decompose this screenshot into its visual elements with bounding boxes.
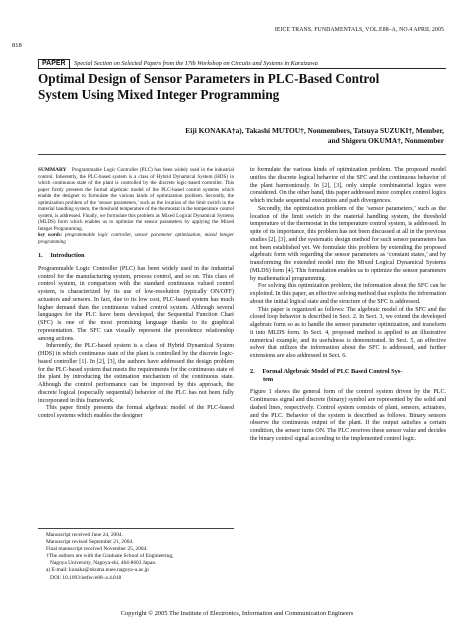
- summary-paragraph: [38, 167, 234, 232]
- paper-title: [38, 71, 448, 103]
- section-2-title-continued: tem: [263, 375, 274, 383]
- intro-paragraph-5: For solving this optimization problem, the information about the SFC can be exploited. In this paper, an effective solving method that exploits the information about the initial logical state and the structure of the SFC is addressed.: [250, 283, 446, 305]
- footnotes: [38, 528, 234, 582]
- author-line-1: Eiji KONAKA†a), Takashi MUTOU†, Nonmembers, Tatsuya SUZUKI†, Member,: [185, 126, 444, 135]
- paper-title-line-1: Optimal Design of Sensor Parameters in PLC-Based Control: [38, 71, 380, 86]
- intro-paragraph-3: This paper firstly presents the formal algebraic model of the PLC-based control systems which enables the designer: [38, 405, 234, 420]
- section-1-number: 1.: [38, 252, 43, 259]
- journal-header: IEICE TRANS. FUNDAMENTALS, VOL.E88–A, NO.4 APRIL 2005: [274, 27, 444, 33]
- footnote-doi: DOI: 10.1093/ietfec/e88–a.4.818: [50, 574, 122, 581]
- header-divider: [38, 154, 446, 155]
- page-number: 818: [12, 42, 22, 49]
- footnote-email: a) E-mail: konaka@okuma.nuee.nagoya-u.ac.jp: [46, 567, 149, 574]
- summary-text: Programmable Logic Controller (PLC) has been widely used in the industrial control. Inherently, the PLC-based system is a class of Hybrid Dynamical System (HDS) in which continuous state of the plant is controlled by the discrete logic-based controller. This paper firstly presents the formal algebraic model of the PLC-based control systems which enable the designer to formulate the various kinds of optimization problem. Secondly, the optimization problem of the ‘sensor parameters,’ such as the location of the limit switch in the material handling system, the threshold temperature of the thermostat in the temperature control system, is addressed. Finally, we formulate this problem as Mixed Logical Dynamical Systems (MLDS) form which enables us to optimize the sensor parameters by applying the Mixed Integer Programming.: [38, 167, 234, 232]
- section-2-heading: [250, 368, 446, 384]
- section-2-paragraph-1: Figure 1 shows the general form of the control system driven by the PLC. Continuous signal and discrete (binary) symbol are represented by the solid and dashed lines, respectively. Control system consists of plant, sensors, actuators, and the PLC. Behavior of the system is described as follows. Binary sensors observe the continuous output of the plant. If the output satisfies a certain condition, the sensor turns ON. The PLC receives these sensor value and decides the binary control signal according to the implemented control logic.: [250, 389, 446, 442]
- footnote-revised: Manuscript revised September 21, 2004.: [46, 539, 134, 546]
- section-2-title: Formal Algebraic Model of PLC Based Control Sys-: [262, 367, 403, 375]
- footnote-affiliation: †The authors are with the Graduate School of Engineering,: [46, 553, 174, 560]
- intro-paragraph-3-continued: to formulate the various kinds of optimization problem. The proposed model unifies the discrete logical behavior of the SFC and the continuous behavior of the plant harmoniously. In [2], [3], only simple combinatorial logics were considered. On the other hand, this paper addressed more complex control logics which include sequential executions and path divergences.: [250, 167, 446, 204]
- author-line-2: and Shigeru OKUMA†, Nonmember: [327, 136, 444, 145]
- summary-label: SUMMARY: [38, 167, 67, 173]
- footnote-affiliation-address: Nagoya University, Nagoya-shi, 464-8603 Japan.: [50, 560, 157, 567]
- left-column: [38, 167, 234, 421]
- author-list: [114, 126, 444, 146]
- keywords-label: key words:: [38, 232, 63, 238]
- copyright-footer: Copyright © 2005 The Institute of Electronics, Information and Communication Engineers: [120, 610, 354, 617]
- section-1-title: Introduction: [50, 252, 85, 259]
- keywords-text: programmable logic controller, sensor parameter optimization, mixed integer programming: [38, 232, 235, 245]
- section-1-heading: [38, 252, 234, 260]
- paper-tag: PAPER: [38, 59, 70, 69]
- paper-section-bar: [38, 59, 446, 69]
- section-2-number: 2.: [250, 367, 255, 375]
- special-section-label: Special Section on Selected Papers from the 17th Workshop on Circuits and Systems in Karuizawa: [74, 60, 318, 67]
- keywords: [38, 232, 234, 245]
- footnote-final: Final manuscript received November 25, 2004.: [46, 546, 148, 553]
- intro-paragraph-6: This paper is organized as follows: The algebraic model of the SFC and the closed loop behavior is described in Sect. 2. In Sect. 3, we extend the developed algebraic form so as to handle the sensor parameter optimization, and transform it into MLDS form. In Sect. 4, proposed method is applied to an illustrative numerical example, and its usefulness is demonstrated. In Sect. 5, an effective solver that utilizes the information about the SFC is addressed, and further extensions are also addressed in Sect. 6.: [250, 306, 446, 359]
- footnote-received: Manuscript received June 24, 2004.: [46, 532, 123, 538]
- paper-title-line-2: System Using Mixed Integer Programming: [38, 86, 280, 102]
- intro-paragraph-4: Secondly, the optimization problem of the ‘sensor parameters,’ such as the location of the limit switch in the material handling system, the threshold temperature of the thermostat in the temperature control system, is addressed. In spite of its importance, this problem has not been discussed at all in the previous studies [2], [3], and the systematic design method for such sensor parameters has not been established yet. We formulate this problem by extending the proposed algebraic form with regarding the sensor parameters as ‘constant states,’ and by transforming the extended model into the Mixed Logical Dynamical Systems (MLDS) form [4]. This formulation enables us to optimize the sensor parameters by mathematical programming.: [250, 205, 446, 282]
- intro-paragraph-1: Programmable Logic Controller (PLC) has been widely used in the industrial control for the manufacturing system, process control, and so on. This class of control system, in comparison with the standard continuous valued control system, is characterized by its use of low-resolution (typically ON/OFF) actuators and sensors. In fact, due to its low cost, PLC-based system has much higher demand than the continuous valued control system. Although several languages for the PLC have been developed, the Sequential Function Chart (SFC) is one of the most promising language thanks to its graphical representation. The SFC can visually represent the precedence relationship among actions.: [38, 265, 234, 342]
- right-column: [250, 167, 446, 444]
- intro-paragraph-2: Inherently, the PLC-based system is a class of Hybrid Dynamical System (HDS) in which continuous state of the plant is controlled by the discrete logic-based controller [1]. In [2], [3], the authors have addressed the design problem for the PLC-based system that meets the requirements for the continuous state of the plant by introducing the estimation mechanism of the continuous state. Although the control performance can be improved by this approach, the discrete logical (especially sequential) behavior of the PLC has not been fully incorporated in this framework.: [38, 343, 234, 404]
